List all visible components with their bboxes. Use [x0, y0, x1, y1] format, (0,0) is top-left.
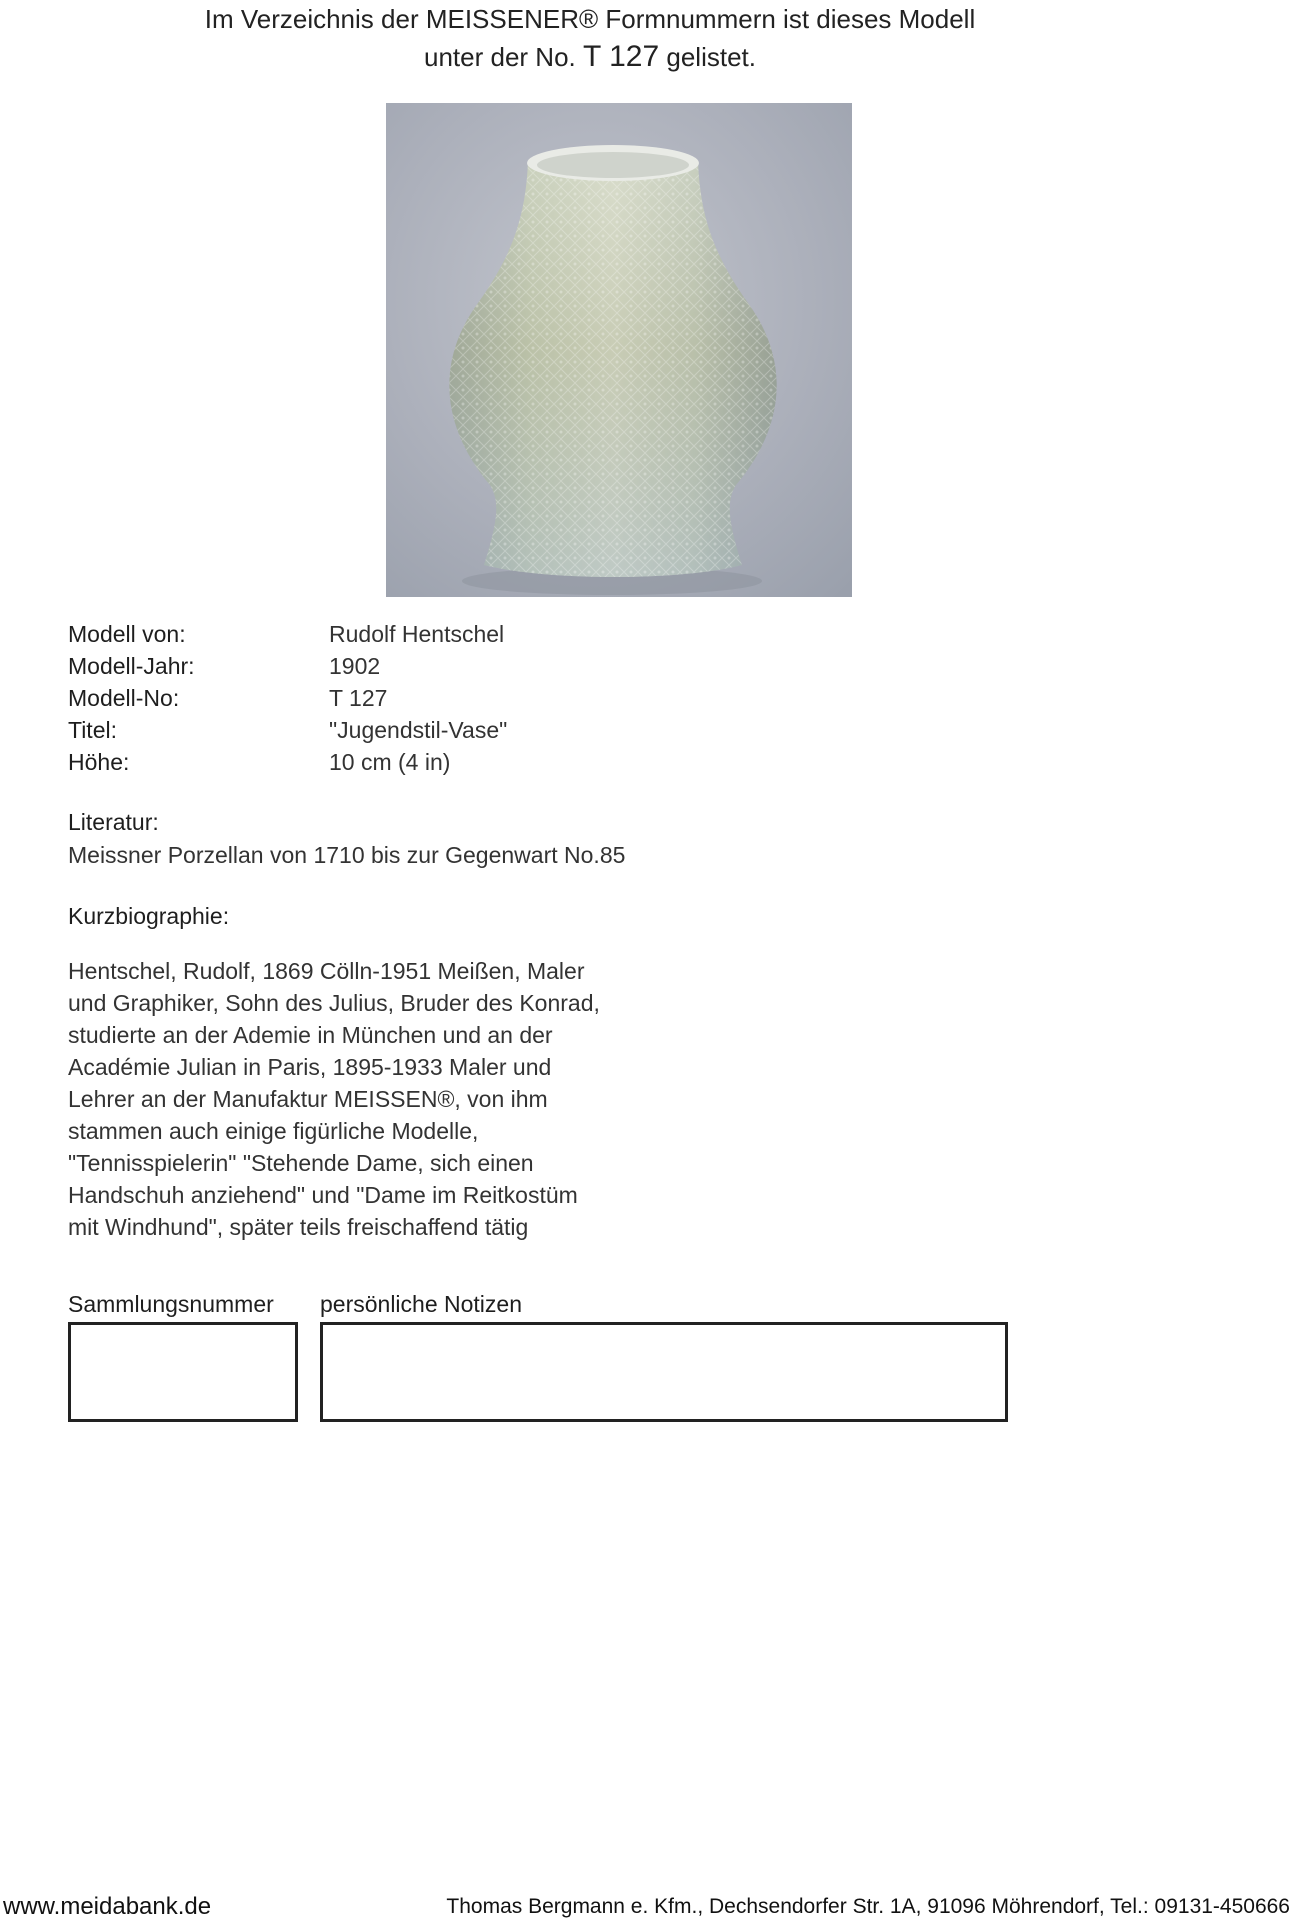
- detail-value: 1902: [329, 653, 381, 679]
- collection-number-label: Sammlungsnummer: [68, 1291, 274, 1317]
- header-line-1: Im Verzeichnis der MEISSENER® Formnummern ist dieses Modell: [204, 4, 976, 34]
- header-model-number: T 127: [582, 40, 660, 73]
- biography-line: mit Windhund", später teils freischaffend tätig: [68, 1214, 529, 1240]
- detail-value: 10 cm (4 in): [329, 749, 451, 775]
- biography-line: Handschuh anziehend" und "Dame im Reitkostüm: [68, 1182, 578, 1208]
- detail-row-modell-no: [68, 682, 507, 714]
- collection-number-field[interactable]: [68, 1322, 298, 1422]
- model-details: [68, 618, 507, 778]
- page-header: [0, 0, 1180, 76]
- detail-row-modell-jahr: [68, 650, 507, 682]
- footer-website[interactable]: www.meidabank.de: [3, 1893, 212, 1920]
- personal-notes-label: persönliche Notizen: [320, 1291, 523, 1317]
- header-line-2: [0, 38, 1180, 76]
- header-prefix: unter der No.: [424, 42, 576, 72]
- biography-line: Académie Julian in Paris, 1895-1933 Maler und: [68, 1054, 552, 1080]
- detail-label: Höhe:: [68, 749, 130, 775]
- detail-row-titel: [68, 714, 507, 746]
- biography-line: Lehrer an der Manufaktur MEISSEN®, von ihm: [68, 1086, 548, 1112]
- detail-label: Modell-No:: [68, 685, 180, 711]
- biography-text: [68, 955, 628, 1243]
- vase-illustration: [386, 103, 852, 597]
- detail-label: Modell-Jahr:: [68, 653, 195, 679]
- biography-line: stammen auch einige figürliche Modelle,: [68, 1118, 479, 1144]
- biography-line: und Graphiker, Sohn des Julius, Bruder des Konrad,: [68, 990, 600, 1016]
- header-suffix: gelistet.: [666, 42, 756, 72]
- biography-line: studierte an der Ademie in München und an der: [68, 1022, 553, 1048]
- biography-line: Hentschel, Rudolf, 1869 Cölln-1951 Meißen, Maler: [68, 958, 585, 984]
- detail-row-hoehe: [68, 746, 507, 778]
- detail-value: Rudolf Hentschel: [329, 621, 505, 647]
- personal-notes-field[interactable]: [320, 1322, 1008, 1422]
- biography-label: Kurzbiographie:: [68, 903, 230, 929]
- detail-label: Titel:: [68, 717, 117, 743]
- detail-value: "Jugendstil-Vase": [329, 717, 508, 743]
- vase-photo: [386, 103, 852, 597]
- biography-line: "Tennisspielerin" "Stehende Dame, sich einen: [68, 1150, 534, 1176]
- footer-address: Thomas Bergmann e. Kfm., Dechsendorfer Str. 1A, 91096 Möhrendorf, Tel.: 09131-450666: [446, 1895, 1290, 1918]
- detail-row-modell-von: [68, 618, 507, 650]
- detail-value: T 127: [329, 685, 388, 711]
- literature-label: Literatur:: [68, 809, 159, 835]
- detail-label: Modell von:: [68, 621, 186, 647]
- literature-text: Meissner Porzellan von 1710 bis zur Gegenwart No.85: [68, 842, 626, 868]
